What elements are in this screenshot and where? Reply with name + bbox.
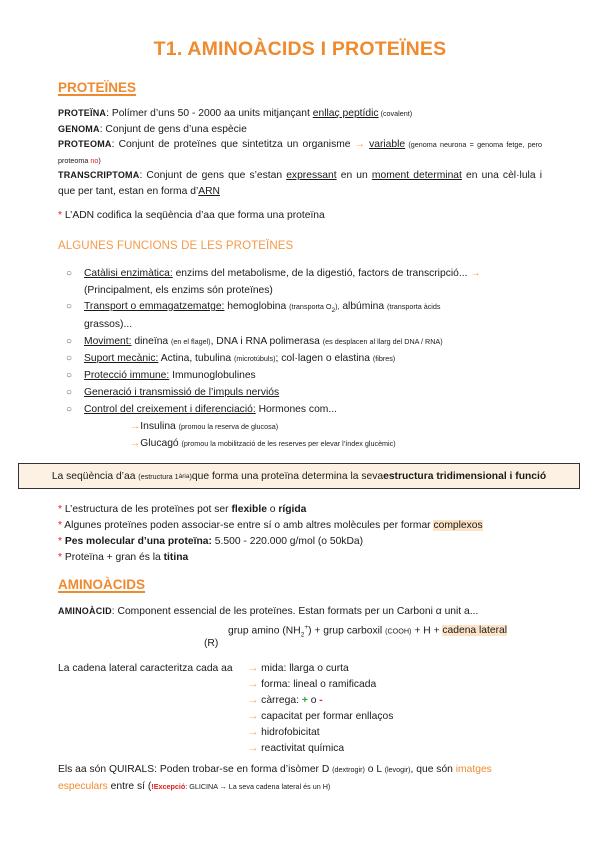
n1-o: o (266, 504, 279, 515)
nh2-sup: + (304, 624, 309, 631)
h-plus: + H + (411, 625, 443, 637)
transport-note2: (transporta àcids (386, 302, 441, 311)
def-proteina-text: : Polímer d’uns 50 - 2000 aa units mitjançant (106, 108, 313, 119)
transport-text2: albúmina (339, 301, 387, 312)
arrow-icon: → (470, 268, 481, 279)
n3-text: 5.500 - 220.000 g/mol (o 50kDa) (211, 536, 364, 547)
moment-determinat: moment determinat (371, 170, 462, 181)
generacio-label: Generació i transmissió de l’impuls nerviós (84, 387, 280, 398)
arrow-icon: → (354, 139, 365, 150)
moviment-note1: (en el flagel) (171, 337, 211, 346)
proteccio-text: Immunoglobulines (169, 370, 256, 381)
note-flexible (58, 503, 306, 517)
item-mida: mida: llarga o curta (261, 663, 349, 674)
page-title: T1. AMINOÀCIDS I PROTEÏNES (153, 38, 447, 60)
n2-text: Algunes proteïnes poden associar-se entre sí o amb altres molècules per formar (62, 520, 434, 531)
box-text1: La seqüència d’aa (51, 470, 136, 482)
aminoacid-groups (228, 621, 507, 642)
insulina-text: Insulina (140, 421, 179, 432)
control-text: Hormones com... (255, 404, 337, 415)
term-proteoma: PROTEOMA (58, 139, 112, 149)
cadena-intro (58, 662, 233, 676)
def-aminoacid-text: : Component essencial de les proteïnes. Estan formats per un Carboni α unit a... (111, 606, 479, 617)
suport-text2: ; col·lagen o elastina (275, 353, 373, 364)
def-transcriptoma-text3: en una cèl·lula i que per tant, estan en forma d’ (58, 170, 542, 197)
def-transcriptoma-text1: : Conjunt de gens que s’estan (139, 170, 287, 181)
funcio-transport (84, 299, 441, 318)
funcio-suport (84, 351, 395, 366)
def-transcriptoma (58, 167, 542, 200)
box-bold: estructura tridimensional i funció (383, 470, 547, 482)
catalisi-text: enzims del metabolisme, de la digestió, factors de transcripció... (172, 268, 471, 279)
star-icon: * (58, 504, 63, 515)
cadena-intro-text: La cadena lateral caracteritza cada aa (58, 663, 233, 674)
quirals-text3: , que són (410, 764, 456, 775)
arrow-icon: → (130, 421, 141, 432)
cadena-item-5 (248, 742, 344, 756)
term-genoma: GENOMA (58, 124, 100, 134)
bullet-icon: ○ (66, 268, 73, 279)
funcio-proteccio (84, 368, 256, 383)
moviment-label: Moviment: (84, 336, 132, 347)
quirals-text1: Els aa són QUIRALS: Poden trobar-se en forma d’isòmer D (58, 764, 333, 775)
n4-text: Proteïna + gran és la (62, 552, 164, 563)
plus-sign: + (301, 695, 308, 706)
arrow-icon: → (248, 663, 259, 674)
item-hidrofobicitat: hidrofobicitat (261, 727, 320, 738)
def-proteoma-close: ) (98, 156, 101, 165)
glucago-note: (promou la mobilització de les reserves per elevar l’índex glucèmic) (181, 439, 396, 448)
carrega-o: o (307, 695, 320, 706)
nh2-sub: 2 (300, 631, 305, 639)
glucago (130, 436, 396, 451)
catalisi-label: Catàlisi enzimàtica: (84, 268, 173, 279)
suport-note2: (fibres) (372, 354, 396, 363)
funcio-control (84, 402, 337, 417)
item-forma: forma: lineal o ramificada (261, 679, 377, 690)
box-note: (estructura 1 (138, 471, 179, 481)
item-enllacos: capacitat per formar enllaços (261, 711, 394, 722)
transport-text1: hemoglobina (224, 301, 290, 312)
o2-subscript: 2 (331, 307, 336, 315)
note-titina (58, 551, 188, 565)
bullet-icon: ○ (66, 370, 73, 381)
section-heading-funcions: ALGUNES FUNCIONS DE LES PROTEÏNES (58, 240, 294, 252)
def-genoma (58, 122, 247, 137)
transport-note1: (transporta O (289, 302, 332, 311)
moviment-text2: , DNA i RNA polimerasa (210, 336, 323, 347)
control-label: Control del creixement i diferenciació: (84, 404, 256, 415)
arrow-icon: → (130, 438, 141, 449)
cadena-item-3 (248, 710, 393, 724)
proteccio-label: Protecció immune: (84, 370, 170, 381)
suport-label: Suport mecànic: (84, 353, 159, 364)
cooh-note: (COOH) (385, 626, 412, 636)
note-adn (58, 209, 325, 223)
transport-label: Transport o emmagatzematge: (84, 301, 225, 312)
funcio-moviment (84, 334, 443, 349)
imatges: imatges (455, 764, 492, 775)
moviment-text1: dineïna (131, 336, 172, 347)
arn: ARN (198, 186, 220, 197)
especulars: especulars (58, 781, 108, 792)
quirals-text2: o L (364, 764, 385, 775)
quirals-paragraph (58, 761, 542, 795)
bullet-icon: ○ (66, 404, 73, 415)
moviment-note2: (es desplacen al llarg del DNA / RNA) (322, 337, 443, 346)
def-proteina-note: (covalent) (378, 109, 413, 118)
funcio-generacio (84, 385, 279, 400)
bullet-icon: ○ (66, 387, 73, 398)
box-text2: que forma una proteïna determina la seva (191, 470, 384, 482)
funcio-catalisi (84, 266, 481, 281)
cadena-item-4 (248, 726, 320, 740)
def-proteoma-text: : Conjunt de proteïnes que sintetitza un organisme (111, 139, 355, 150)
star-icon: * (58, 210, 63, 221)
def-transcriptoma-text2: en un (336, 170, 372, 181)
note-complexos (58, 519, 483, 533)
quirals-note2: (levogir) (384, 765, 411, 774)
suport-text1: Actina, tubulina (158, 353, 234, 364)
item-reactivitat: reactivitat química (261, 743, 345, 754)
item-carrega: càrrega: (261, 695, 302, 706)
box-note-close: ) (189, 471, 192, 481)
arrow-icon: → (248, 743, 259, 754)
arrow-icon: → (248, 679, 259, 690)
cadena-item-2 (248, 694, 323, 708)
bullet-icon: ○ (66, 353, 73, 364)
expressant: expressant (286, 170, 337, 181)
insulina-note: (promou la reserva de glucosa) (178, 422, 279, 431)
arrow-icon: → (248, 695, 259, 706)
glucago-text: Glucagó (140, 438, 182, 449)
star-icon: * (58, 520, 63, 531)
arrow-icon: → (248, 711, 259, 722)
bullet-icon: ○ (66, 301, 73, 312)
transport-note3: grassos)... (84, 319, 133, 330)
note-adn-text: L’ADN codifica la seqüència d’aa que forma una proteïna (62, 210, 325, 221)
n2-complexos: complexos (433, 520, 483, 531)
term-aminoacid: AMINOÀCID (58, 606, 112, 616)
quirals-text5: : GLICINA → La seva cadena lateral és un H) (185, 782, 331, 791)
excepcio: !Excepció (151, 782, 186, 791)
grup-amino: grup amino (NH (228, 625, 301, 637)
cadena-item-0 (248, 662, 349, 676)
n1-rigida: rígida (278, 504, 307, 515)
catalisi-note: (Principalment, els enzims són proteïnes) (84, 285, 273, 296)
r-label: (R) (204, 638, 219, 649)
n4-titina: titina (163, 552, 189, 563)
section-heading-proteines: PROTEÏNES (58, 80, 137, 95)
suport-note1: (microtúbuls) (233, 354, 276, 363)
n1-text: L’estructura de les proteïnes pot ser (62, 504, 232, 515)
def-proteina (58, 106, 412, 121)
arrow-icon: → (248, 727, 259, 738)
key-concept-box (18, 463, 580, 489)
grup-carboxil: ) + grup carboxil (308, 625, 386, 637)
bullet-icon: ○ (66, 336, 73, 347)
n3-bold: Pes molecular d’una proteïna: (62, 536, 212, 547)
n1-flexible: flexible (231, 504, 267, 515)
insulina (130, 419, 278, 434)
cadena-lateral-highlight: cadena lateral (442, 625, 508, 637)
def-proteoma-no: no (90, 156, 99, 165)
star-icon: * (58, 552, 63, 563)
minus-sign: - (319, 695, 323, 706)
def-proteoma (58, 136, 542, 169)
transport-note1b: ), (335, 302, 340, 311)
def-proteoma-note: (genoma neurona = genoma fetge, pero proteoma (58, 140, 542, 165)
quirals-text4: entre sí ( (107, 781, 152, 792)
term-proteina: PROTEÏNA (58, 108, 107, 118)
cadena-item-1 (248, 678, 376, 692)
term-transcriptoma: TRANSCRIPTOMA (58, 170, 140, 180)
star-icon: * (58, 536, 63, 547)
def-aminoacid (58, 604, 478, 619)
enllac-peptidic: enllaç peptídic (312, 108, 379, 119)
proteoma-variable: variable (369, 139, 406, 150)
box-note-sup: ària (178, 472, 190, 480)
note-pes (58, 535, 363, 549)
quirals-note1: (dextrogir) (332, 765, 365, 774)
section-heading-aminoacids: AMINOÀCIDS (58, 577, 145, 592)
def-genoma-text: : Conjunt de gens d’una espècie (99, 124, 247, 135)
